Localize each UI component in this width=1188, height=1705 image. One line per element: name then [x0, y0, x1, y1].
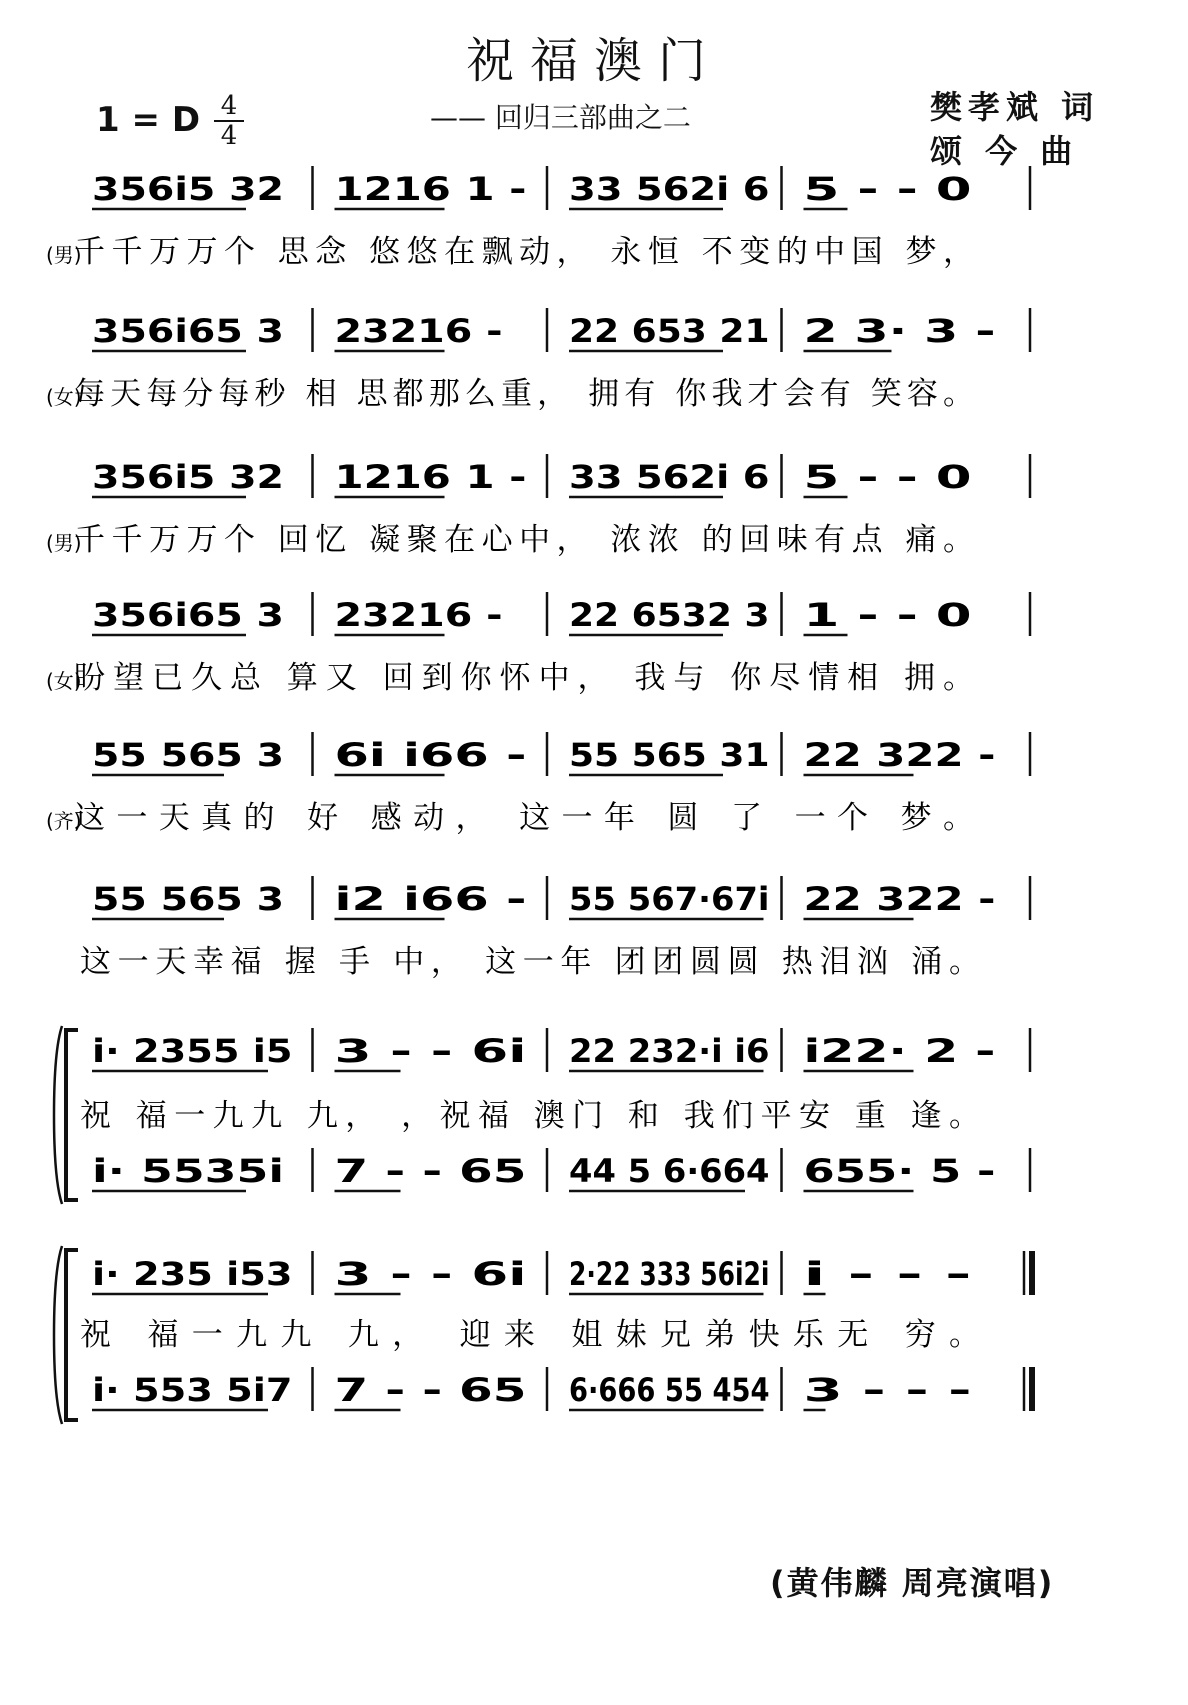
measure-notes: 1 - - 0: [803, 596, 972, 634]
lyric-line: 这一天真的 好 感动， 这一年 圆 了 一个 梦。: [74, 800, 974, 836]
measure-notes: 22 6532 3: [569, 596, 770, 634]
part-tag: (男): [46, 531, 82, 555]
part-tag: (齐): [46, 809, 82, 833]
lyric-line: 祝 福一九九 九， ，祝福 澳门 和 我们平安 重 逢。: [80, 1098, 981, 1134]
song-subtitle: —— 回归三部曲之二: [430, 101, 691, 134]
measure-notes: 22 322 -: [803, 880, 996, 918]
measure-notes: 55 565 3: [92, 880, 284, 918]
measure-notes: 6i i66 -: [334, 736, 527, 774]
measure-notes: 7 - - 65: [334, 1152, 527, 1190]
key-signature: 1 = D: [96, 100, 201, 140]
measure-notes: i· 2355 i5: [92, 1032, 293, 1070]
part-tag: (女): [46, 385, 82, 409]
measure-notes: 55 565 3: [92, 736, 284, 774]
measure-notes: i· 5535i: [92, 1152, 284, 1190]
measure-notes: 6·666 55 454: [569, 1371, 770, 1409]
measure-notes: 2·22 333 56i2i: [569, 1255, 770, 1293]
measure-notes: 33 562i 6: [569, 170, 770, 208]
part-tag: (女): [46, 669, 82, 693]
measure-notes: 356i65 3: [92, 312, 284, 350]
measure-notes: 356i5 32: [92, 458, 284, 496]
composer-credit: 颂 今 曲: [930, 132, 1079, 170]
song-title: 祝福澳门: [465, 33, 722, 89]
measure-notes: 55 567·67i: [569, 880, 770, 918]
system-brace: [66, 1250, 78, 1420]
measure-notes: 23216 -: [334, 312, 503, 350]
system-brace-curve: [54, 1026, 62, 1204]
measure-notes: i· 235 i53: [92, 1255, 293, 1293]
lyric-line: 盼望已久总 算又 回到你怀中， 我与 你尽情相 拥。: [74, 660, 975, 696]
measure-notes: 3 - - -: [803, 1371, 972, 1409]
measure-notes: 22 653 21: [569, 312, 770, 350]
measure-notes: 5 - - 0: [803, 170, 972, 208]
measure-notes: 23216 -: [334, 596, 503, 634]
measure-notes: 7 - - 65: [334, 1371, 527, 1409]
part-tag: (男): [46, 243, 82, 267]
measure-notes: 55 565 31: [569, 736, 770, 774]
measure-notes: 44 5 6·664: [569, 1152, 770, 1190]
measure-notes: 3 - - 6i: [334, 1032, 527, 1070]
lyric-line: 这一天幸福 握 手 中， 这一年 团团圆圆 热泪汹 涌。: [80, 944, 981, 980]
measure-notes: 655· 5 -: [803, 1152, 996, 1190]
measure-notes: i - - -: [803, 1255, 972, 1293]
measure-notes: 22 322 -: [803, 736, 996, 774]
system-brace: [66, 1030, 78, 1200]
measure-notes: 356i5 32: [92, 170, 284, 208]
lyric-line: 千千万万个 思念 悠悠在飘动， 永恒 不变的中国 梦，: [74, 234, 974, 270]
measure-notes: 22 232·i i6: [569, 1032, 770, 1070]
system-brace-curve: [54, 1246, 62, 1424]
measure-notes: 1216 1 -: [334, 458, 527, 496]
lyric-line: 祝 福一九九 九， 迎来 姐妹兄弟快乐无 穷。: [80, 1317, 980, 1353]
performers-credit: (黄伟麟 周亮演唱): [770, 1564, 1055, 1602]
time-signature-bottom: 4: [220, 121, 238, 151]
measure-notes: 356i65 3: [92, 596, 284, 634]
measure-notes: 1216 1 -: [334, 170, 527, 208]
measure-notes: 3 - - 6i: [334, 1255, 527, 1293]
measure-notes: i· 553 5i7: [92, 1371, 293, 1409]
lyric-line: 千千万万个 回忆 凝聚在心中， 浓浓 的回味有点 痛。: [74, 522, 974, 558]
lyric-line: 每天每分每秒 相 思都那么重， 拥有 你我才会有 笑容。: [74, 376, 974, 412]
time-signature-top: 4: [214, 92, 244, 122]
lyricist-credit: 樊孝斌 词: [930, 88, 1100, 126]
measure-notes: 2 3· 3 -: [803, 312, 996, 350]
measure-notes: 5 - - 0: [803, 458, 972, 496]
measure-notes: i22· 2 -: [803, 1032, 996, 1070]
measure-notes: i2 i66 -: [334, 880, 527, 918]
measure-notes: 33 562i 6: [569, 458, 770, 496]
